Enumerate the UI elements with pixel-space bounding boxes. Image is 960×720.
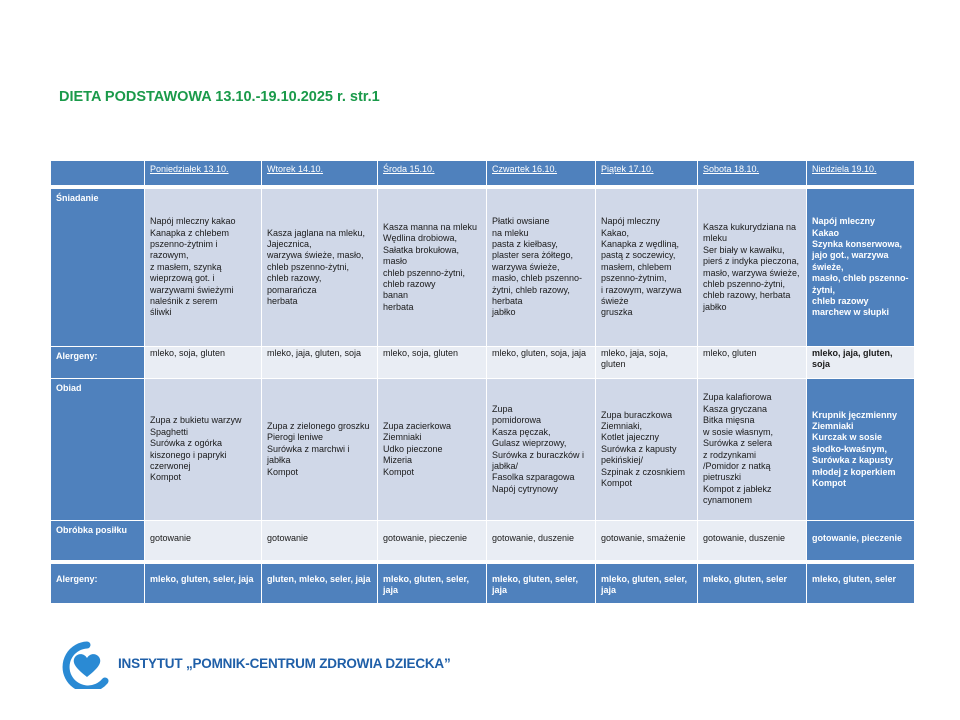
day-header: Czwartek 16.10. xyxy=(487,161,596,186)
breakfast-cell: Napój mleczny Kakao, Kanapka z wędliną, pastą z soczewicy, masłem, chlebem pszenno-żytnim, i razowym, warzywa świeże gruszka xyxy=(596,189,698,347)
allergens-cell: gluten, mleko, seler, jaja xyxy=(262,564,378,604)
lunch-cell: Zupa buraczkowa Ziemniaki, Kotlet jajeczny Surówka z kapusty pekińskiej/ Szpinak z czosnkiem Kompot xyxy=(596,379,698,521)
row-label-allergens-2: Alergeny: xyxy=(51,564,145,604)
breakfast-cell: Napój mleczny Kakao Szynka konserwowa, jajo got., warzywa świeże, masło, chleb pszenno-żytni, chleb razowy marchew w słupki xyxy=(807,189,915,347)
allergens-cell: mleko, gluten, soja, jaja xyxy=(487,347,596,379)
day-header-row xyxy=(51,161,915,186)
breakfast-cell: Kasza manna na mleku Wędlina drobiowa, Sałatka brokułowa, masło chleb pszenno-żytni, chleb razowy banan herbata xyxy=(378,189,487,347)
institute-name: INSTYTUT „POMNIK-CENTRUM ZDROWIA DZIECKA” xyxy=(118,656,451,671)
breakfast-cell: Płatki owsiane na mleku pasta z kiełbasy, plaster sera żółtego, warzywa świeże, masło, chleb pszenno-żytni, chleb razowy, herbata jabłko xyxy=(487,189,596,347)
lunch-cell: Zupa pomidorowa Kasza pęczak, Gulasz wieprzowy, Surówka z buraczków i jabłka/ Fasolka szparagowa Napój cytrynowy xyxy=(487,379,596,521)
allergens-breakfast-row xyxy=(51,347,915,379)
allergens-lunch-row xyxy=(51,564,915,604)
allergens-cell: mleko, jaja, gluten, soja xyxy=(807,347,915,379)
breakfast-cell: Napój mleczny kakao Kanapka z chlebem pszenno-żytnim i razowym, z masłem, szynką wieprzową got. i warzywami świeżymi naleśnik z serem śliwki xyxy=(145,189,262,347)
lunch-cell: Zupa zacierkowa Ziemniaki Udko pieczone Mizeria Kompot xyxy=(378,379,487,521)
allergens-cell: mleko, gluten, seler, jaja xyxy=(487,564,596,604)
day-header: Niedziela 19.10. xyxy=(807,161,915,186)
day-header: Wtorek 14.10. xyxy=(262,161,378,186)
processing-cell: gotowanie, pieczenie xyxy=(807,521,915,561)
lunch-cell: Krupnik jęczmienny Ziemniaki Kurczak w sosie słodko-kwaśnym, Surówka z kapusty młodej z koperkiem Kompot xyxy=(807,379,915,521)
corner-cell xyxy=(51,161,145,186)
allergens-cell: mleko, gluten, seler, jaja xyxy=(145,564,262,604)
allergens-cell: mleko, soja, gluten xyxy=(145,347,262,379)
allergens-cell: mleko, gluten, seler xyxy=(807,564,915,604)
breakfast-cell: Kasza kukurydziana na mleku Ser biały w kawałku, pierś z indyka pieczona, masło, warzywa świeże, chleb pszenno-żytni, chleb razowy, herbata jabłko xyxy=(698,189,807,347)
allergens-cell: mleko, jaja, soja, gluten xyxy=(596,347,698,379)
processing-cell: gotowanie xyxy=(262,521,378,561)
lunch-row xyxy=(51,379,915,521)
day-header: Piątek 17.10. xyxy=(596,161,698,186)
allergens-cell: mleko, jaja, gluten, soja xyxy=(262,347,378,379)
row-label-processing: Obróbka posiłku xyxy=(51,521,145,561)
processing-cell: gotowanie, smażenie xyxy=(596,521,698,561)
processing-cell: gotowanie, pieczenie xyxy=(378,521,487,561)
row-label-lunch: Obiad xyxy=(51,379,145,521)
breakfast-row xyxy=(51,189,915,347)
allergens-cell: mleko, gluten, seler, jaja xyxy=(378,564,487,604)
row-label-allergens: Alergeny: xyxy=(51,347,145,379)
day-header: Poniedziałek 13.10. xyxy=(145,161,262,186)
lunch-cell: Zupa kalafiorowa Kasza gryczana Bitka mięsna w sosie własnym, Surówka z selera z rodzynkami /Pomidor z natką pietruszki Kompot z jabłekz cynamonem xyxy=(698,379,807,521)
lunch-cell: Zupa z bukietu warzyw Spaghetti Surówka z ogórka kiszonego i papryki czerwonej Kompot xyxy=(145,379,262,521)
processing-cell: gotowanie xyxy=(145,521,262,561)
page-title: DIETA PODSTAWOWA 13.10.-19.10.2025 r. str.1 xyxy=(59,89,380,105)
heart-logo-icon xyxy=(66,645,105,689)
diet-menu-table xyxy=(50,160,915,604)
allergens-cell: mleko, gluten, seler, jaja xyxy=(596,564,698,604)
breakfast-cell: Kasza jaglana na mleku, Jajecznica, warzywa świeże, masło, chleb pszenno-żytni, chleb razowy, pomarańcza herbata xyxy=(262,189,378,347)
day-header: Środa 15.10. xyxy=(378,161,487,186)
processing-row xyxy=(51,521,915,561)
row-label-breakfast: Śniadanie xyxy=(51,189,145,347)
allergens-cell: mleko, gluten xyxy=(698,347,807,379)
lunch-cell: Zupa z zielonego groszku Pierogi leniwe Surówka z marchwi i jabłka Kompot xyxy=(262,379,378,521)
processing-cell: gotowanie, duszenie xyxy=(698,521,807,561)
day-header: Sobota 18.10. xyxy=(698,161,807,186)
allergens-cell: mleko, soja, gluten xyxy=(378,347,487,379)
processing-cell: gotowanie, duszenie xyxy=(487,521,596,561)
allergens-cell: mleko, gluten, seler xyxy=(698,564,807,604)
